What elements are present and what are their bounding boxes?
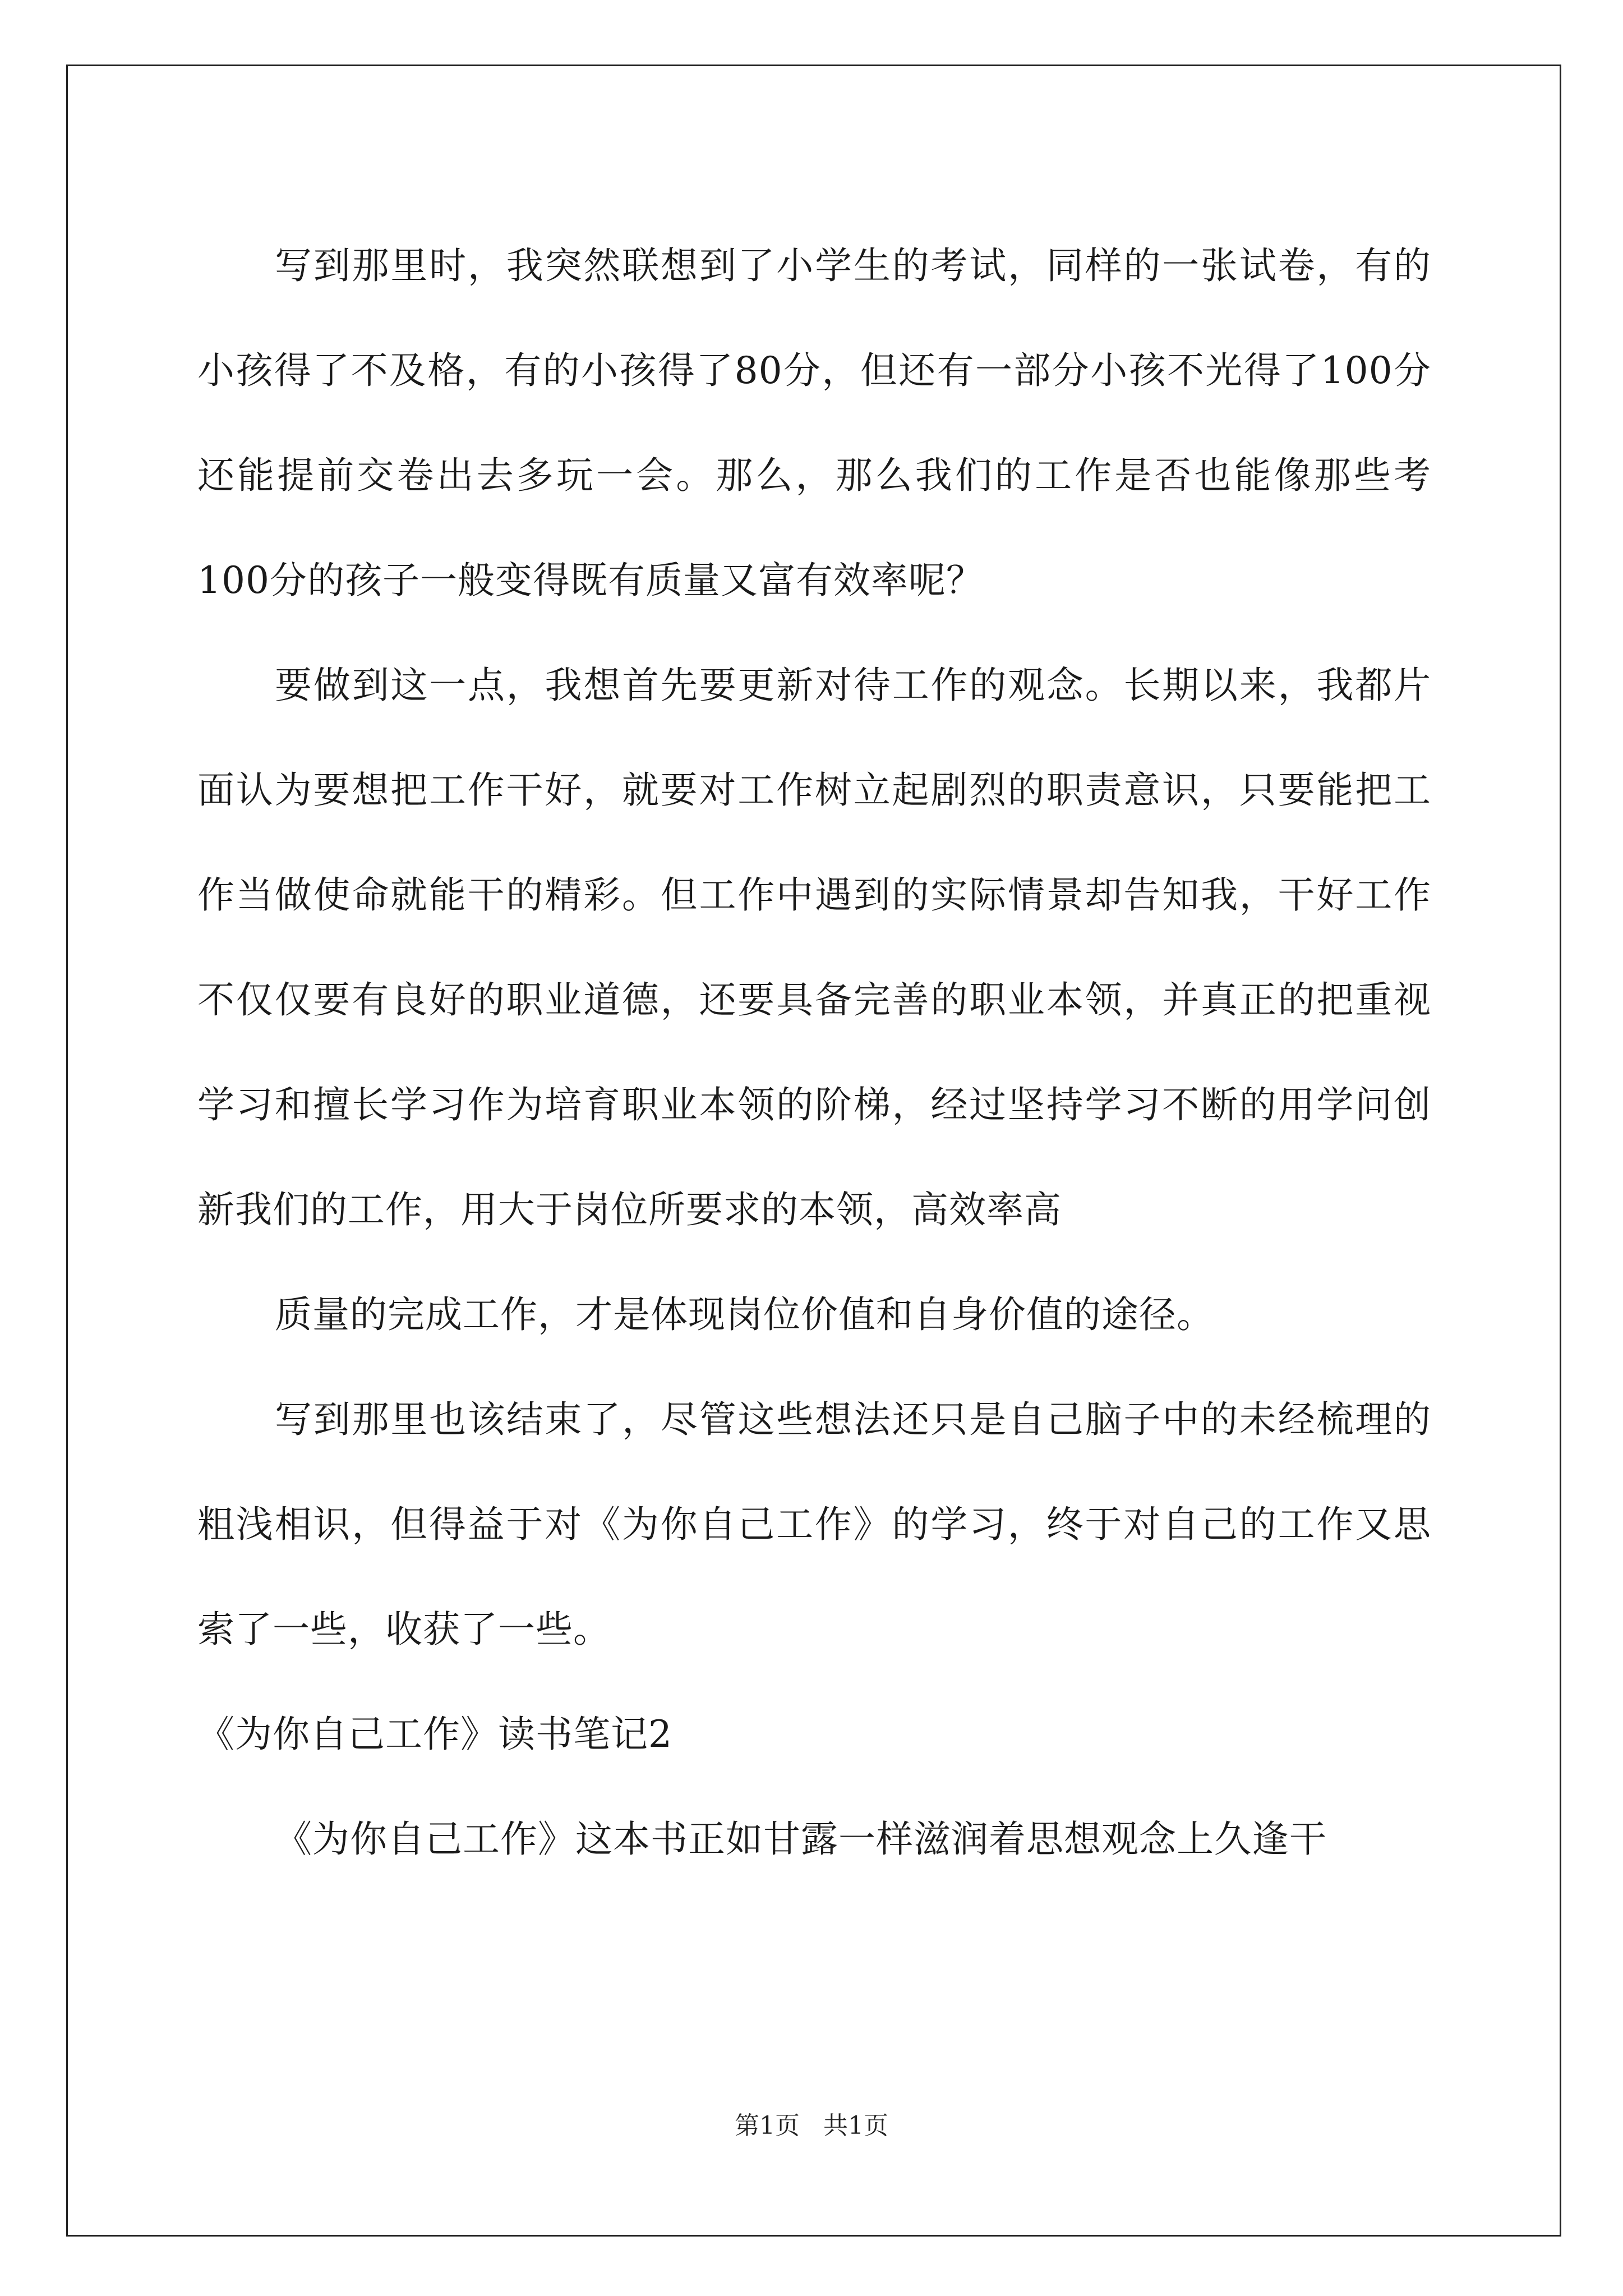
paragraph-4: 写到那里也该结束了，尽管这些想法还只是自己脑子中的未经梳理的粗浅相识，但得益于对《为你自己工作》的学习，终于对自己的工作又思索了一些，收获了一些。 <box>197 1398 1431 1651</box>
paragraph-3: 质量的完成工作，才是体现岗位价值和自身价值的途径。 <box>275 1293 1214 1336</box>
document-body <box>197 213 1431 1892</box>
paragraph-2: 要做到这一点，我想首先要更新对待工作的观念。长期以来，我都片面认为要想把工作干好，就要对工作树立起剧烈的职责意识，只要能把工作当做使命就能干的精彩。但工作中遇到的实际情景却告知我，干好工作不仅仅要有良好的职业道德，还要具备完善的职业本领，并真正的把重视学习和擅长学习作为培育职业本领的阶梯，经过坚持学习不断的用学问创新我们的工作，用大于岗位所要求的本领，高效率高 <box>197 664 1431 1231</box>
section-heading: 《为你自己工作》读书笔记2 <box>197 1713 672 1756</box>
page-number: 第1页 <box>735 2111 800 2140</box>
footer-spacer <box>800 2111 823 2140</box>
paragraph-1: 写到那里时，我突然联想到了小学生的考试，同样的一张试卷，有的小孩得了不及格，有的小孩得了80分，但还有一部分小孩不光得了100分还能提前交卷出去多玩一会。那么，那么我们的工作是否也能像那些考100分的孩子一般变得既有质量又富有效率呢？ <box>197 244 1431 602</box>
page-total: 共1页 <box>823 2111 888 2140</box>
page-footer <box>0 2109 1623 2143</box>
closing-paragraph: 《为你自己工作》这本书正如甘露一样滋润着思想观念上久逢干 <box>275 1818 1327 1861</box>
